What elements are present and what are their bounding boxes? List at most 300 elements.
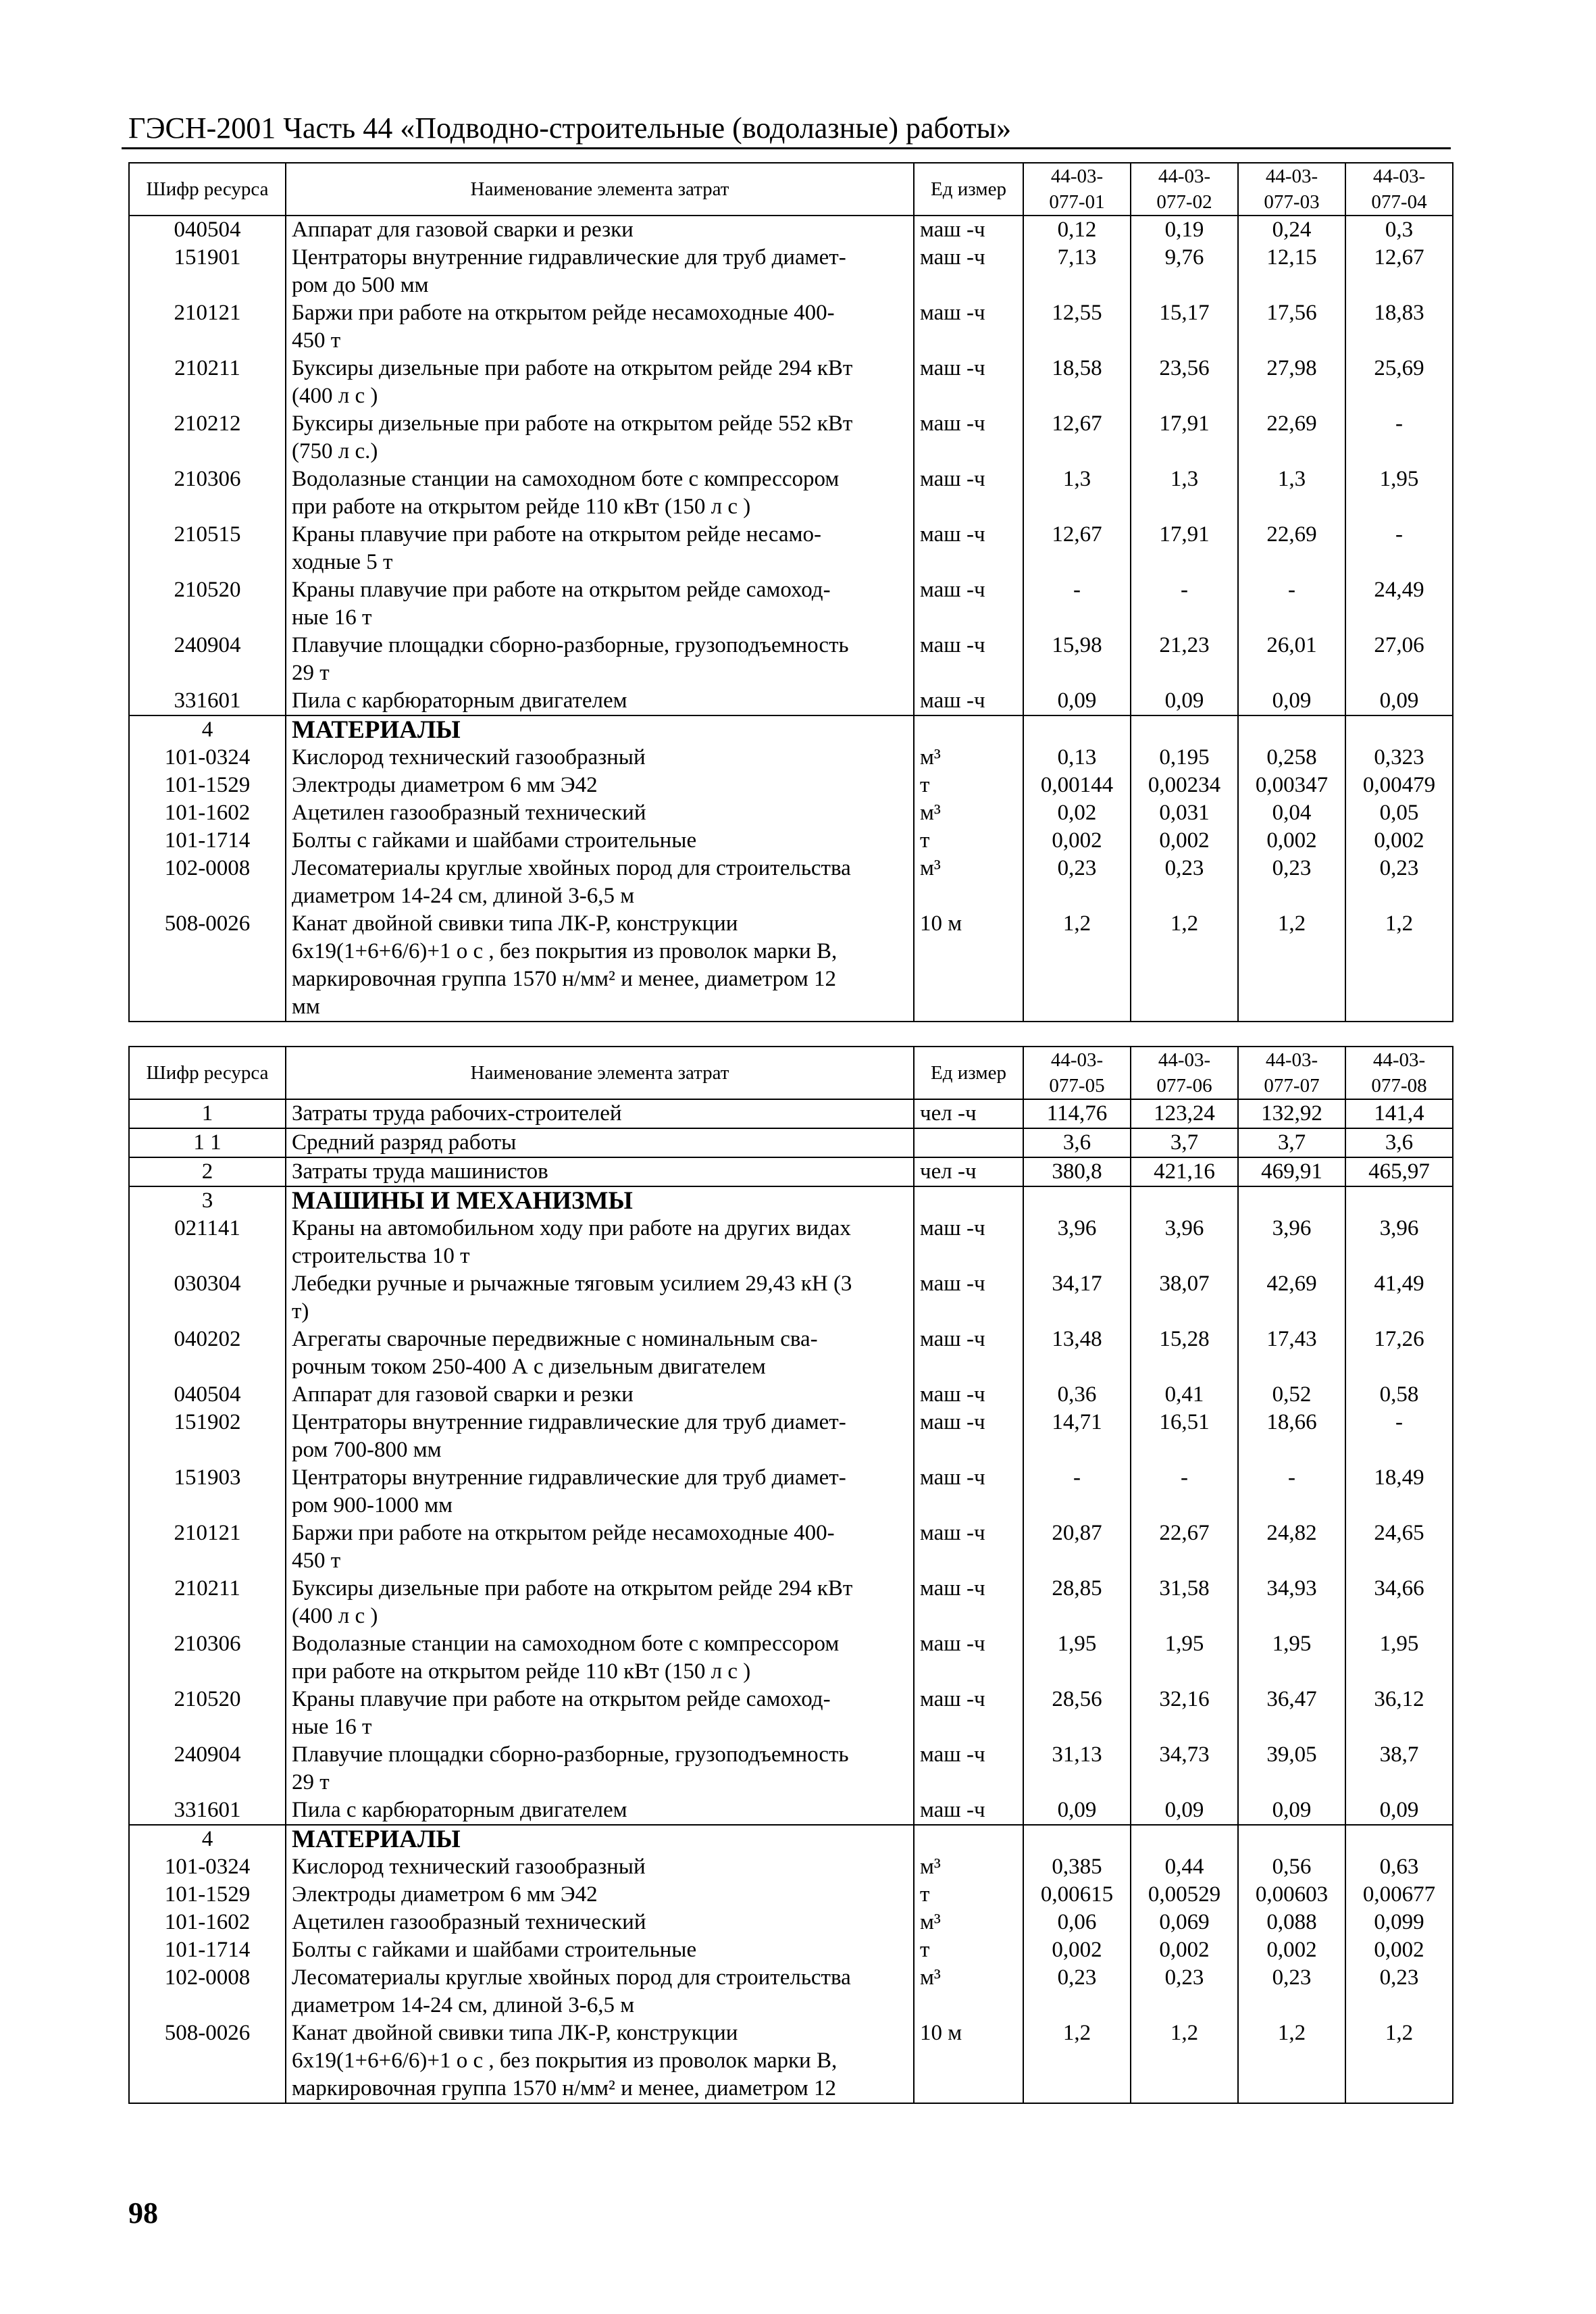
table-row — [129, 1630, 1453, 1686]
norm-value-cell: 12,67 — [1023, 521, 1131, 576]
cost-element-name-cell: Краны на автомобильном ходу при работе на других видах строительства 10 т — [286, 1215, 914, 1270]
norm-value-cell: 0,002 — [1238, 827, 1345, 855]
norm-value-cell: 1,95 — [1238, 1630, 1345, 1686]
cost-element-name-cell: Лесоматериалы круглые хвойных пород для строительства диаметром 14-24 см, длиной 3-6,5 м — [286, 1964, 914, 2019]
col-norm-4-header: 44-03- 077-08 — [1345, 1047, 1453, 1099]
table-row — [129, 1099, 1453, 1128]
norm-value-cell — [1238, 1186, 1345, 1215]
unit-cell: 10 м — [914, 2019, 1023, 2103]
norm-value-cell: 0,04 — [1238, 799, 1345, 827]
norm-value-cell: 0,05 — [1345, 799, 1453, 827]
norm-value-cell: 7,13 — [1023, 244, 1131, 299]
table-row — [129, 2019, 1453, 2103]
norm-value-cell: 1,2 — [1131, 910, 1238, 1022]
unit-cell — [914, 1128, 1023, 1157]
table-row — [129, 1519, 1453, 1575]
table-header-row — [129, 1047, 1453, 1099]
table-row — [129, 855, 1453, 910]
norm-value-cell: 0,00479 — [1345, 772, 1453, 799]
norm-value-cell: 3,6 — [1023, 1128, 1131, 1157]
norm-value-cell — [1023, 1825, 1131, 1853]
unit-cell: т — [914, 1936, 1023, 1964]
resource-code-cell: 4 — [129, 715, 286, 744]
norm-value-cell — [1238, 1825, 1345, 1853]
norm-value-cell: 0,23 — [1023, 1964, 1131, 2019]
norm-value-cell: 0,23 — [1023, 855, 1131, 910]
resource-code-cell: 102-0008 — [129, 1964, 286, 2019]
norm-value-cell: 28,85 — [1023, 1575, 1131, 1630]
norm-value-cell: 0,44 — [1131, 1853, 1238, 1881]
table-header-row — [129, 163, 1453, 216]
unit-cell: м³ — [914, 744, 1023, 772]
resource-table-2 — [128, 1046, 1453, 2104]
norm-value-cell: 0,00144 — [1023, 772, 1131, 799]
unit-cell: маш -ч — [914, 1686, 1023, 1741]
unit-cell: т — [914, 1881, 1023, 1909]
resource-code-cell: 508-0026 — [129, 910, 286, 1022]
norm-value-cell: 22,69 — [1238, 521, 1345, 576]
resource-code-cell: 210515 — [129, 521, 286, 576]
norm-value-cell: 123,24 — [1131, 1099, 1238, 1128]
norm-value-cell: 21,23 — [1131, 632, 1238, 687]
norm-value-cell: 0,09 — [1023, 687, 1131, 715]
resource-code-cell: 4 — [129, 1825, 286, 1853]
norm-value-cell: 18,83 — [1345, 299, 1453, 355]
unit-cell: маш -ч — [914, 1630, 1023, 1686]
page-header-title: ГЭСН-2001 Часть 44 «Подводно-строительные (водолазные) работы» — [128, 111, 1012, 145]
unit-cell: чел -ч — [914, 1157, 1023, 1186]
norm-value-cell: 0,41 — [1131, 1381, 1238, 1409]
norm-value-cell: 0,088 — [1238, 1909, 1345, 1936]
table-row — [129, 1326, 1453, 1381]
norm-value-cell: 27,06 — [1345, 632, 1453, 687]
table-row — [129, 772, 1453, 799]
table-row — [129, 1909, 1453, 1936]
resource-code-cell: 101-1602 — [129, 799, 286, 827]
resource-code-cell: 101-1529 — [129, 1881, 286, 1909]
norm-value-cell: 39,05 — [1238, 1741, 1345, 1796]
unit-cell: маш -ч — [914, 1741, 1023, 1796]
resource-code-cell: 210121 — [129, 299, 286, 355]
norm-value-cell: 34,66 — [1345, 1575, 1453, 1630]
resource-table-1 — [128, 162, 1453, 1022]
resource-code-cell: 151901 — [129, 244, 286, 299]
norm-value-cell: 18,58 — [1023, 355, 1131, 410]
table-row — [129, 244, 1453, 299]
cost-element-name-cell: Водолазные станции на самоходном боте с компрессором при работе на открытом рейде 110 кВт (150 л с ) — [286, 1630, 914, 1686]
norm-value-cell: 3,96 — [1238, 1215, 1345, 1270]
resource-code-cell: 101-0324 — [129, 744, 286, 772]
table-row — [129, 827, 1453, 855]
unit-cell: маш -ч — [914, 1796, 1023, 1825]
table-row — [129, 521, 1453, 576]
table-row — [129, 1128, 1453, 1157]
norm-value-cell: 132,92 — [1238, 1099, 1345, 1128]
resource-code-cell: 2 — [129, 1157, 286, 1186]
cost-element-name-cell: Водолазные станции на самоходном боте с компрессором при работе на открытом рейде 110 кВт (150 л с ) — [286, 466, 914, 521]
unit-cell: м³ — [914, 1909, 1023, 1936]
table-row — [129, 1881, 1453, 1909]
unit-cell: м³ — [914, 799, 1023, 827]
unit-cell: маш -ч — [914, 244, 1023, 299]
cost-element-name-cell: Агрегаты сварочные передвижные с номинальным сва- рочным током 250-400 А с дизельным двигателем — [286, 1326, 914, 1381]
norm-value-cell: 3,7 — [1238, 1128, 1345, 1157]
table-row — [129, 355, 1453, 410]
unit-cell: т — [914, 827, 1023, 855]
norm-value-cell: 1,2 — [1238, 2019, 1345, 2103]
norm-value-cell: 22,67 — [1131, 1519, 1238, 1575]
norm-value-cell: 12,67 — [1023, 410, 1131, 466]
resource-code-cell: 102-0008 — [129, 855, 286, 910]
norm-value-cell: 34,17 — [1023, 1270, 1131, 1326]
resource-code-cell: 040202 — [129, 1326, 286, 1381]
cost-element-name-cell: Баржи при работе на открытом рейде несамоходные 400- 450 т — [286, 1519, 914, 1575]
norm-value-cell: 0,002 — [1023, 827, 1131, 855]
norm-value-cell — [1131, 1825, 1238, 1853]
norm-value-cell: 0,385 — [1023, 1853, 1131, 1881]
norm-value-cell: 0,00234 — [1131, 772, 1238, 799]
unit-cell — [914, 1825, 1023, 1853]
resource-code-cell: 331601 — [129, 1796, 286, 1825]
norm-value-cell: 0,52 — [1238, 1381, 1345, 1409]
resource-code-cell: 021141 — [129, 1215, 286, 1270]
resource-code-cell: 1 1 — [129, 1128, 286, 1157]
col-name-header: Наименование элемента затрат — [286, 1047, 914, 1099]
norm-value-cell: 0,23 — [1345, 1964, 1453, 2019]
unit-cell — [914, 1186, 1023, 1215]
unit-cell: маш -ч — [914, 1326, 1023, 1381]
cost-element-name-cell: Электроды диаметром 6 мм Э42 — [286, 772, 914, 799]
norm-value-cell: 0,00677 — [1345, 1881, 1453, 1909]
table-row — [129, 1157, 1453, 1186]
cost-element-name-cell: Пила с карбюраторным двигателем — [286, 687, 914, 715]
norm-value-cell: 3,96 — [1023, 1215, 1131, 1270]
cost-element-name-cell: Затраты труда рабочих-строителей — [286, 1099, 914, 1128]
cost-element-name-cell: Болты с гайками и шайбами строительные — [286, 827, 914, 855]
table-row — [129, 1409, 1453, 1464]
cost-element-name-cell: Кислород технический газообразный — [286, 1853, 914, 1881]
col-unit-header: Ед измер — [914, 1047, 1023, 1099]
norm-value-cell: 31,13 — [1023, 1741, 1131, 1796]
cost-element-name-cell: Краны плавучие при работе на открытом рейде самоход- ные 16 т — [286, 576, 914, 632]
norm-value-cell: 3,6 — [1345, 1128, 1453, 1157]
norm-value-cell: 17,91 — [1131, 521, 1238, 576]
norm-value-cell: 1,2 — [1023, 910, 1131, 1022]
norm-value-cell: 0,002 — [1238, 1936, 1345, 1964]
unit-cell: маш -ч — [914, 216, 1023, 244]
norm-value-cell: 17,43 — [1238, 1326, 1345, 1381]
norm-value-cell: 0,23 — [1238, 855, 1345, 910]
cost-element-name-cell: Болты с гайками и шайбами строительные — [286, 1936, 914, 1964]
norm-value-cell: - — [1023, 576, 1131, 632]
unit-cell: маш -ч — [914, 299, 1023, 355]
cost-element-name-cell: Плавучие площадки сборно-разборные, грузоподъемность 29 т — [286, 1741, 914, 1796]
norm-value-cell: 0,24 — [1238, 216, 1345, 244]
norm-value-cell: 1,2 — [1023, 2019, 1131, 2103]
norm-value-cell: 17,56 — [1238, 299, 1345, 355]
norm-value-cell: - — [1023, 1464, 1131, 1519]
resource-code-cell: 508-0026 — [129, 2019, 286, 2103]
norm-value-cell: 0,19 — [1131, 216, 1238, 244]
norm-value-cell: 12,67 — [1345, 244, 1453, 299]
norm-value-cell: 3,7 — [1131, 1128, 1238, 1157]
header-divider — [122, 147, 1451, 149]
col-norm-1-header: 44-03- 077-05 — [1023, 1047, 1131, 1099]
resource-code-cell: 101-1714 — [129, 827, 286, 855]
col-norm-4-header: 44-03- 077-04 — [1345, 163, 1453, 216]
col-code-header: Шифр ресурса — [129, 1047, 286, 1099]
cost-element-name-cell: Буксиры дизельные при работе на открытом рейде 294 кВт (400 л с ) — [286, 1575, 914, 1630]
table-row — [129, 576, 1453, 632]
unit-cell — [914, 715, 1023, 744]
norm-value-cell: 0,002 — [1131, 1936, 1238, 1964]
unit-cell: м³ — [914, 855, 1023, 910]
cost-element-name-cell: Ацетилен газообразный технический — [286, 1909, 914, 1936]
norm-value-cell: 421,16 — [1131, 1157, 1238, 1186]
unit-cell: маш -ч — [914, 466, 1023, 521]
norm-value-cell: 1,95 — [1345, 1630, 1453, 1686]
cost-element-name-cell: Канат двойной свивки типа ЛК-Р, конструкции 6х19(1+6+6/6)+1 о с , без покрытия из проволок марки В, маркировочная группа 1570 н/мм² и менее, диаметром 12 — [286, 2019, 914, 2103]
norm-value-cell: 36,12 — [1345, 1686, 1453, 1741]
unit-cell: т — [914, 772, 1023, 799]
cost-element-name-cell: Лесоматериалы круглые хвойных пород для строительства диаметром 14-24 см, длиной 3-6,5 м — [286, 855, 914, 910]
norm-value-cell: 0,09 — [1345, 1796, 1453, 1825]
norm-value-cell: 380,8 — [1023, 1157, 1131, 1186]
norm-value-cell: 26,01 — [1238, 632, 1345, 687]
resource-code-cell: 101-0324 — [129, 1853, 286, 1881]
norm-value-cell: 17,91 — [1131, 410, 1238, 466]
norm-value-cell: 34,93 — [1238, 1575, 1345, 1630]
table-row — [129, 1381, 1453, 1409]
section-heading: МАТЕРИАЛЫ — [286, 715, 914, 744]
norm-value-cell: 27,98 — [1238, 355, 1345, 410]
norm-value-cell: 1,2 — [1131, 2019, 1238, 2103]
norm-value-cell: 0,031 — [1131, 799, 1238, 827]
table-row — [129, 299, 1453, 355]
norm-value-cell: 28,56 — [1023, 1686, 1131, 1741]
cost-element-name-cell: Средний разряд работы — [286, 1128, 914, 1157]
norm-value-cell: 114,76 — [1023, 1099, 1131, 1128]
norm-value-cell — [1023, 1186, 1131, 1215]
norm-value-cell: 12,55 — [1023, 299, 1131, 355]
cost-element-name-cell: Ацетилен газообразный технический — [286, 799, 914, 827]
table-row — [129, 1270, 1453, 1326]
cost-element-name-cell: Кислород технический газообразный — [286, 744, 914, 772]
resource-code-cell: 331601 — [129, 687, 286, 715]
norm-value-cell: 38,7 — [1345, 1741, 1453, 1796]
norm-value-cell: 0,09 — [1131, 1796, 1238, 1825]
cost-element-name-cell: Плавучие площадки сборно-разборные, грузоподъемность 29 т — [286, 632, 914, 687]
col-norm-2-header: 44-03- 077-02 — [1131, 163, 1238, 216]
norm-value-cell: 0,23 — [1131, 855, 1238, 910]
norm-value-cell — [1023, 715, 1131, 744]
norm-value-cell: 0,23 — [1131, 1964, 1238, 2019]
resource-code-cell: 040504 — [129, 1381, 286, 1409]
resource-code-cell: 101-1714 — [129, 1936, 286, 1964]
norm-value-cell: 36,47 — [1238, 1686, 1345, 1741]
resource-code-cell: 210306 — [129, 1630, 286, 1686]
section-row — [129, 715, 1453, 744]
resource-code-cell: 210520 — [129, 576, 286, 632]
norm-value-cell: 24,49 — [1345, 576, 1453, 632]
unit-cell: маш -ч — [914, 687, 1023, 715]
resource-code-cell: 210121 — [129, 1519, 286, 1575]
unit-cell: маш -ч — [914, 1215, 1023, 1270]
norm-value-cell: 0,002 — [1345, 827, 1453, 855]
norm-value-cell: 3,96 — [1131, 1215, 1238, 1270]
norm-value-cell: 16,51 — [1131, 1409, 1238, 1464]
norm-value-cell: 0,002 — [1345, 1936, 1453, 1964]
norm-value-cell: 1,3 — [1023, 466, 1131, 521]
norm-value-cell: 3,96 — [1345, 1215, 1453, 1270]
norm-value-cell: 0,13 — [1023, 744, 1131, 772]
unit-cell: маш -ч — [914, 521, 1023, 576]
norm-value-cell: 17,26 — [1345, 1326, 1453, 1381]
norm-value-cell: 15,17 — [1131, 299, 1238, 355]
col-norm-1-header: 44-03- 077-01 — [1023, 163, 1131, 216]
unit-cell: маш -ч — [914, 1381, 1023, 1409]
norm-value-cell: 0,3 — [1345, 216, 1453, 244]
norm-value-cell: 0,323 — [1345, 744, 1453, 772]
norm-value-cell: 13,48 — [1023, 1326, 1131, 1381]
table-row — [129, 1796, 1453, 1825]
page-number: 98 — [128, 2196, 158, 2230]
norm-value-cell: 0,06 — [1023, 1909, 1131, 1936]
cost-element-name-cell: Аппарат для газовой сварки и резки — [286, 216, 914, 244]
norm-value-cell: 24,82 — [1238, 1519, 1345, 1575]
norm-value-cell: 1,3 — [1131, 466, 1238, 521]
norm-value-cell: - — [1131, 1464, 1238, 1519]
resource-code-cell: 101-1529 — [129, 772, 286, 799]
col-code-header: Шифр ресурса — [129, 163, 286, 216]
cost-element-name-cell: Центраторы внутренние гидравлические для труб диамет- ром 900-1000 мм — [286, 1464, 914, 1519]
norm-value-cell: 0,258 — [1238, 744, 1345, 772]
col-norm-3-header: 44-03- 077-07 — [1238, 1047, 1345, 1099]
unit-cell: маш -ч — [914, 1464, 1023, 1519]
cost-element-name-cell: Электроды диаметром 6 мм Э42 — [286, 1881, 914, 1909]
norm-value-cell: 0,23 — [1345, 855, 1453, 910]
table-row — [129, 466, 1453, 521]
unit-cell: маш -ч — [914, 1409, 1023, 1464]
unit-cell: маш -ч — [914, 1270, 1023, 1326]
norm-value-cell: 1,2 — [1238, 910, 1345, 1022]
cost-element-name-cell: Баржи при работе на открытом рейде несамоходные 400- 450 т — [286, 299, 914, 355]
section-row — [129, 1186, 1453, 1215]
norm-value-cell: 1,95 — [1023, 1630, 1131, 1686]
resource-code-cell: 240904 — [129, 1741, 286, 1796]
norm-value-cell: 1,3 — [1238, 466, 1345, 521]
table-row — [129, 1215, 1453, 1270]
norm-value-cell: 0,002 — [1131, 827, 1238, 855]
norm-value-cell: 0,09 — [1023, 1796, 1131, 1825]
table-row — [129, 1964, 1453, 2019]
section-heading: МАТЕРИАЛЫ — [286, 1825, 914, 1853]
section-heading: МАШИНЫ И МЕХАНИЗМЫ — [286, 1186, 914, 1215]
unit-cell: м³ — [914, 1964, 1023, 2019]
norm-value-cell: 23,56 — [1131, 355, 1238, 410]
table-row — [129, 1686, 1453, 1741]
col-unit-header: Ед измер — [914, 163, 1023, 216]
norm-value-cell: 0,195 — [1131, 744, 1238, 772]
norm-value-cell — [1131, 1186, 1238, 1215]
norm-value-cell: 12,15 — [1238, 244, 1345, 299]
table-row — [129, 1464, 1453, 1519]
cost-element-name-cell: Краны плавучие при работе на открытом рейде несамо- ходные 5 т — [286, 521, 914, 576]
cost-element-name-cell: Затраты труда машинистов — [286, 1157, 914, 1186]
unit-cell: маш -ч — [914, 355, 1023, 410]
cost-element-name-cell: Канат двойной свивки типа ЛК-Р, конструкции 6х19(1+6+6/6)+1 о с , без покрытия из проволок марки В, маркировочная группа 1570 н/мм² и менее, диаметром 12 мм — [286, 910, 914, 1022]
resource-code-cell: 210520 — [129, 1686, 286, 1741]
norm-value-cell: 20,87 — [1023, 1519, 1131, 1575]
norm-value-cell: 0,00347 — [1238, 772, 1345, 799]
norm-value-cell: 25,69 — [1345, 355, 1453, 410]
norm-value-cell: 0,36 — [1023, 1381, 1131, 1409]
norm-value-cell: 0,58 — [1345, 1381, 1453, 1409]
norm-value-cell: 0,23 — [1238, 1964, 1345, 2019]
norm-value-cell: 18,66 — [1238, 1409, 1345, 1464]
table-row — [129, 687, 1453, 715]
resource-code-cell: 151902 — [129, 1409, 286, 1464]
norm-value-cell: 22,69 — [1238, 410, 1345, 466]
norm-value-cell: 0,12 — [1023, 216, 1131, 244]
col-norm-2-header: 44-03- 077-06 — [1131, 1047, 1238, 1099]
unit-cell: маш -ч — [914, 1519, 1023, 1575]
norm-value-cell — [1238, 715, 1345, 744]
section-row — [129, 1825, 1453, 1853]
unit-cell: 10 м — [914, 910, 1023, 1022]
norm-value-cell: 1,2 — [1345, 910, 1453, 1022]
norm-value-cell: 0,09 — [1238, 1796, 1345, 1825]
table-row — [129, 1741, 1453, 1796]
norm-value-cell: 1,2 — [1345, 2019, 1453, 2103]
norm-value-cell: 14,71 — [1023, 1409, 1131, 1464]
norm-value-cell: 38,07 — [1131, 1270, 1238, 1326]
unit-cell: маш -ч — [914, 410, 1023, 466]
norm-value-cell: 15,28 — [1131, 1326, 1238, 1381]
cost-element-name-cell: Центраторы внутренние гидравлические для труб диамет- ром 700-800 мм — [286, 1409, 914, 1464]
norm-value-cell: 0,56 — [1238, 1853, 1345, 1881]
table-row — [129, 744, 1453, 772]
resource-code-cell: 240904 — [129, 632, 286, 687]
table-row — [129, 910, 1453, 1022]
cost-element-name-cell: Центраторы внутренние гидравлические для труб диамет- ром до 500 мм — [286, 244, 914, 299]
norm-value-cell — [1345, 1186, 1453, 1215]
norm-value-cell: 0,09 — [1238, 687, 1345, 715]
cost-element-name-cell: Краны плавучие при работе на открытом рейде самоход- ные 16 т — [286, 1686, 914, 1741]
cost-element-name-cell: Буксиры дизельные при работе на открытом рейде 294 кВт (400 л с ) — [286, 355, 914, 410]
norm-value-cell: 1,95 — [1131, 1630, 1238, 1686]
norm-value-cell: 0,00603 — [1238, 1881, 1345, 1909]
cost-element-name-cell: Аппарат для газовой сварки и резки — [286, 1381, 914, 1409]
col-name-header: Наименование элемента затрат — [286, 163, 914, 216]
resource-code-cell: 101-1602 — [129, 1909, 286, 1936]
table-row — [129, 1936, 1453, 1964]
resource-code-cell: 3 — [129, 1186, 286, 1215]
cost-element-name-cell: Лебедки ручные и рычажные тяговым усилием 29,43 кН (3 т) — [286, 1270, 914, 1326]
norm-value-cell: 31,58 — [1131, 1575, 1238, 1630]
norm-value-cell: 0,63 — [1345, 1853, 1453, 1881]
norm-value-cell: 0,099 — [1345, 1909, 1453, 1936]
unit-cell: чел -ч — [914, 1099, 1023, 1128]
norm-value-cell: 0,00615 — [1023, 1881, 1131, 1909]
cost-element-name-cell: Буксиры дизельные при работе на открытом рейде 552 кВт (750 л с.) — [286, 410, 914, 466]
resource-code-cell: 210212 — [129, 410, 286, 466]
unit-cell: маш -ч — [914, 632, 1023, 687]
norm-value-cell: - — [1345, 1409, 1453, 1464]
norm-value-cell: 24,65 — [1345, 1519, 1453, 1575]
norm-value-cell: 465,97 — [1345, 1157, 1453, 1186]
table-row — [129, 410, 1453, 466]
